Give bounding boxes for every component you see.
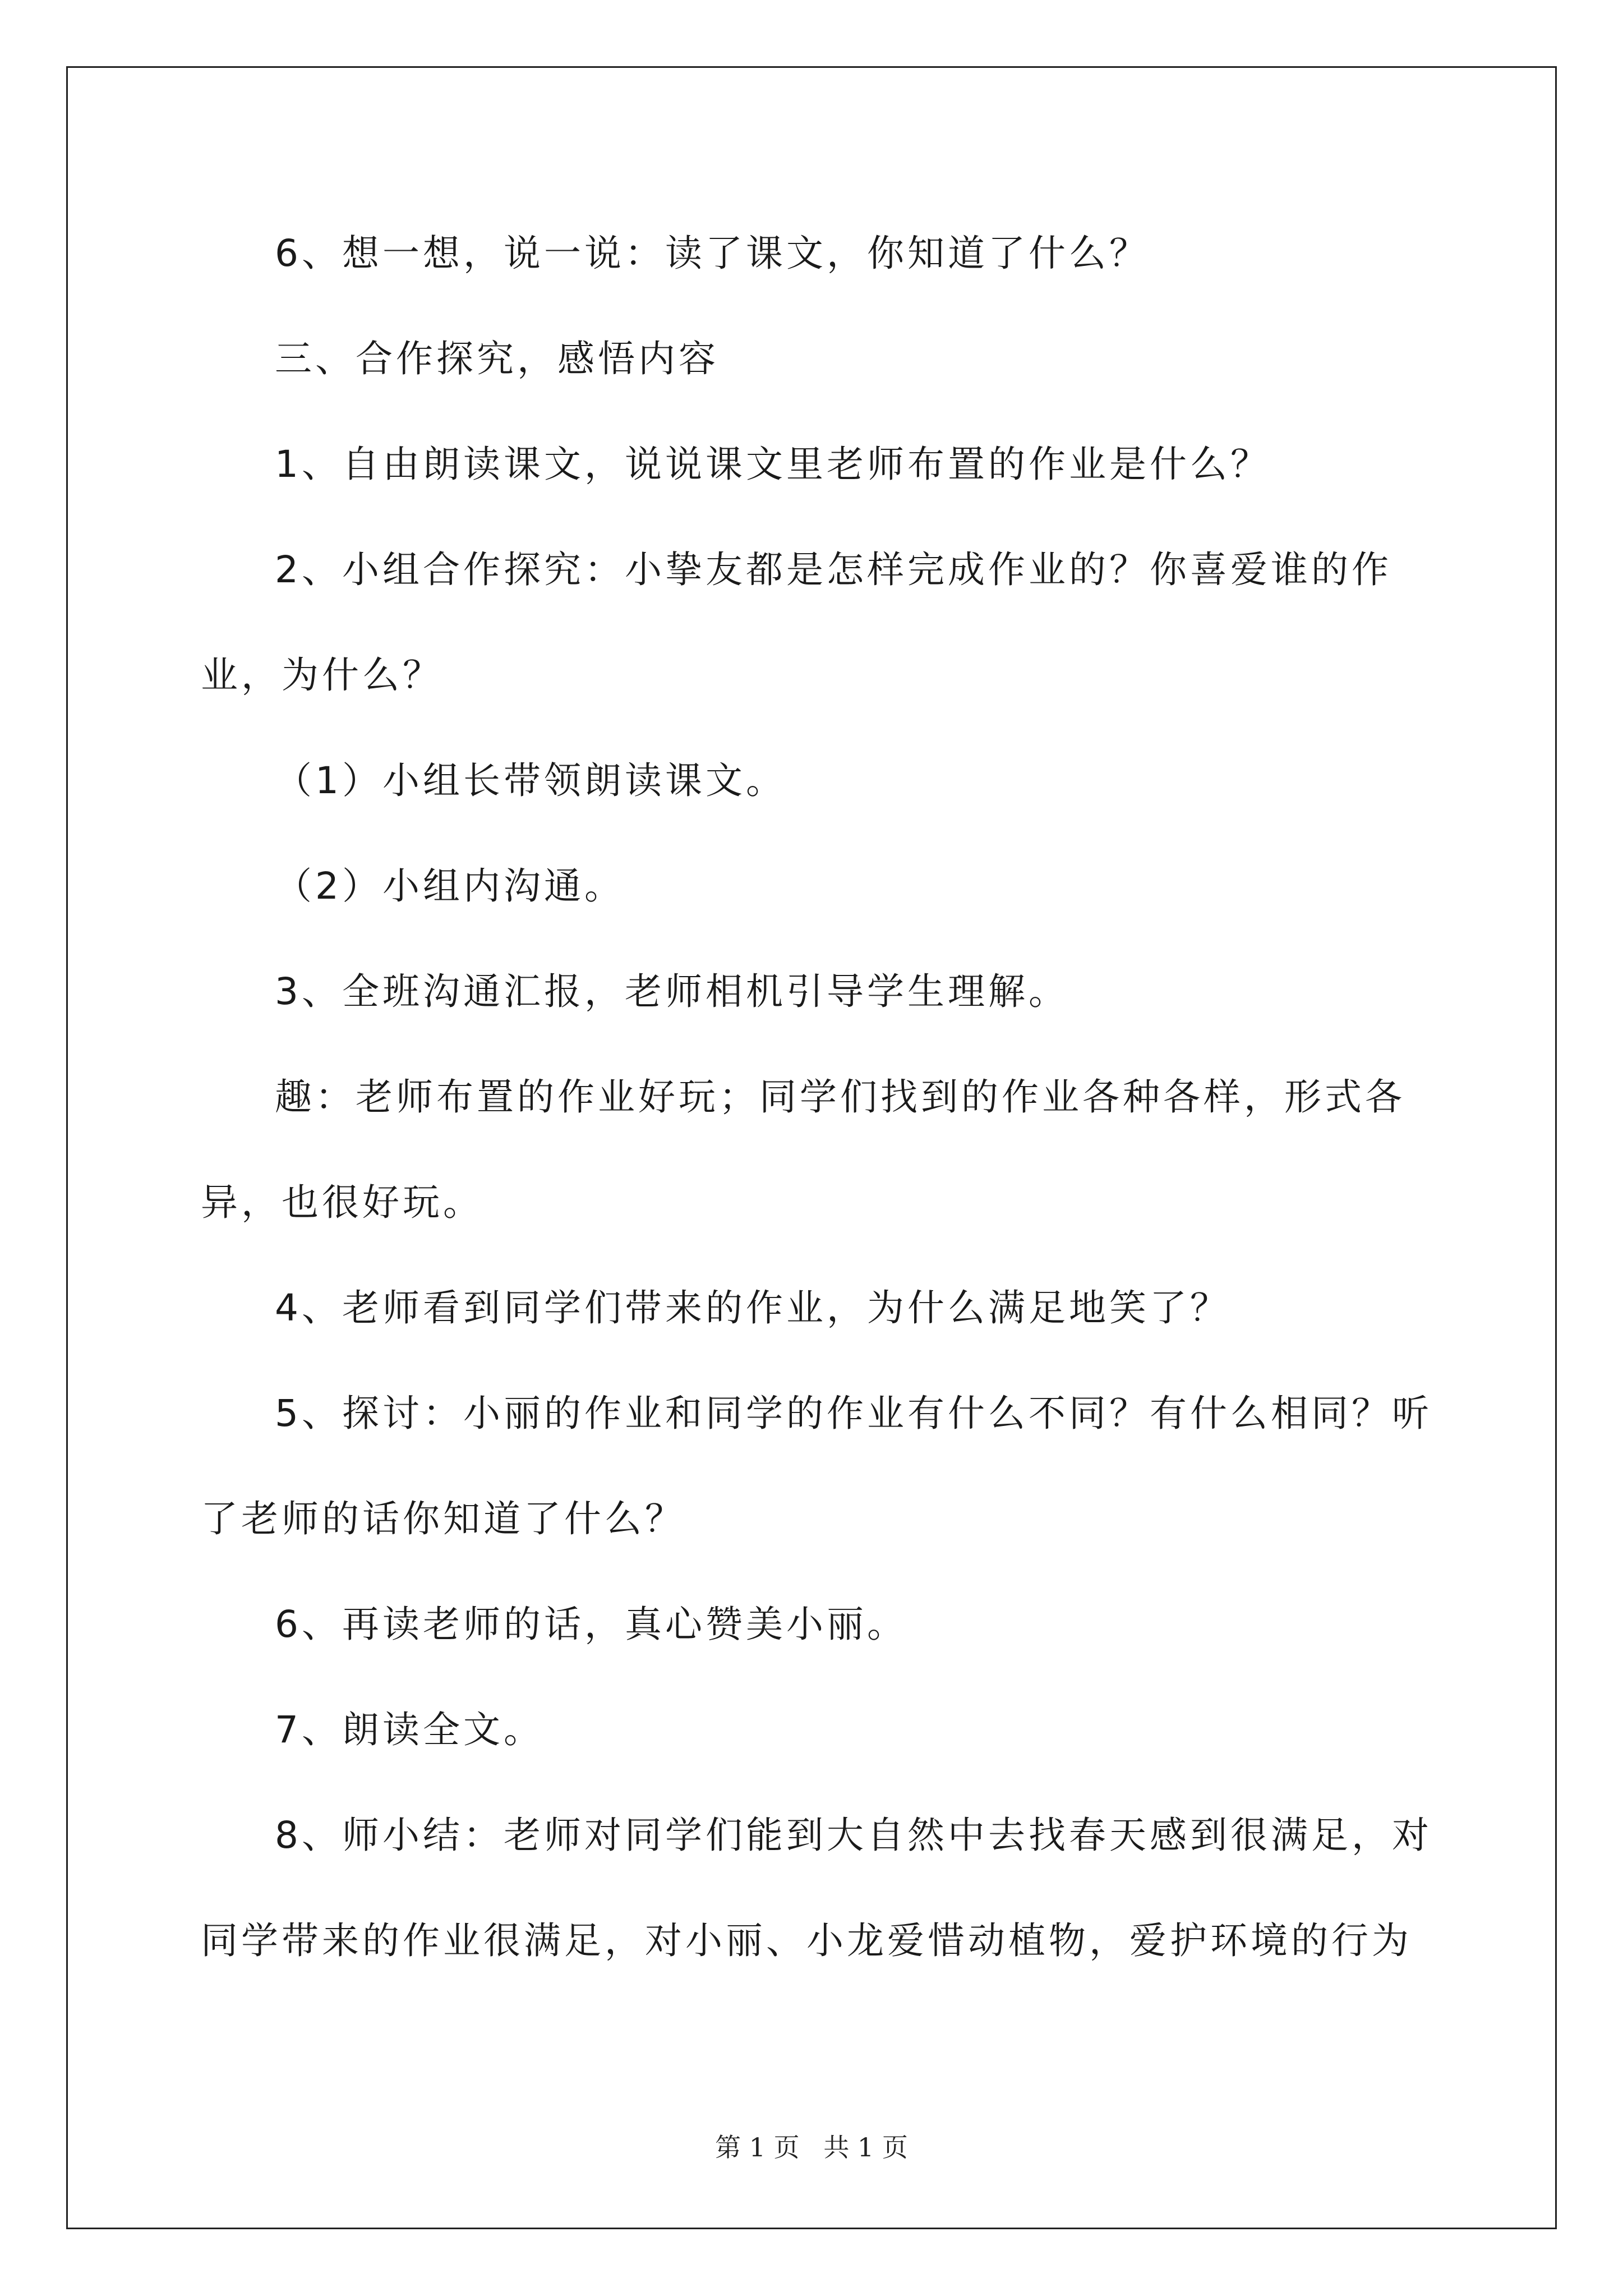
paragraph-6-reread: 6、再读老师的话，真心赞美小丽。 bbox=[275, 1603, 907, 1646]
paragraph-fun: 趣：老师布置的作业好玩；同学们找到的作业各种各样，形式各异，也很好玩。 bbox=[201, 1075, 1405, 1224]
paragraph-1-read: 1、自由朗读课文，说说课文里老师布置的作业是什么？ bbox=[275, 443, 1271, 486]
paragraph-group-leader: （1）小组长带领朗读课文。 bbox=[275, 759, 786, 802]
paragraph-3-report: 3、全班沟通汇报，老师相机引导学生理解。 bbox=[275, 970, 1069, 1013]
page-footer bbox=[0, 2127, 1623, 2164]
paragraph-2-group: 2、小组合作探究：小挚友都是怎样完成作业的？你喜爱谁的作业，为什么？ bbox=[201, 548, 1392, 697]
paragraph-7-read-all: 7、朗读全文。 bbox=[275, 1708, 544, 1751]
section-heading-cooperate: 三、合作探究，感悟内容 bbox=[275, 337, 719, 380]
paragraph-group-discuss: （2）小组内沟通。 bbox=[275, 864, 625, 908]
paragraph-8-summary: 8、师小结：老师对同学们能到大自然中去找春天感到很满足，对同学带来的作业很满足，对小丽、小龙爱惜动植物，爱护环境的行为 bbox=[201, 1814, 1432, 1962]
page-total: 共 1 页 bbox=[823, 2132, 908, 2162]
paragraph-4-smile: 4、老师看到同学们带来的作业，为什么满足地笑了？ bbox=[275, 1286, 1230, 1329]
paragraph-6-think: 6、想一想，说一说：读了课文，你知道了什么？ bbox=[275, 232, 1150, 275]
page-number: 第 1 页 bbox=[715, 2132, 800, 2162]
paragraph-5-discuss: 5、探讨：小丽的作业和同学的作业有什么不同？有什么相同？听了老师的话你知道了什么？ bbox=[201, 1392, 1432, 1540]
